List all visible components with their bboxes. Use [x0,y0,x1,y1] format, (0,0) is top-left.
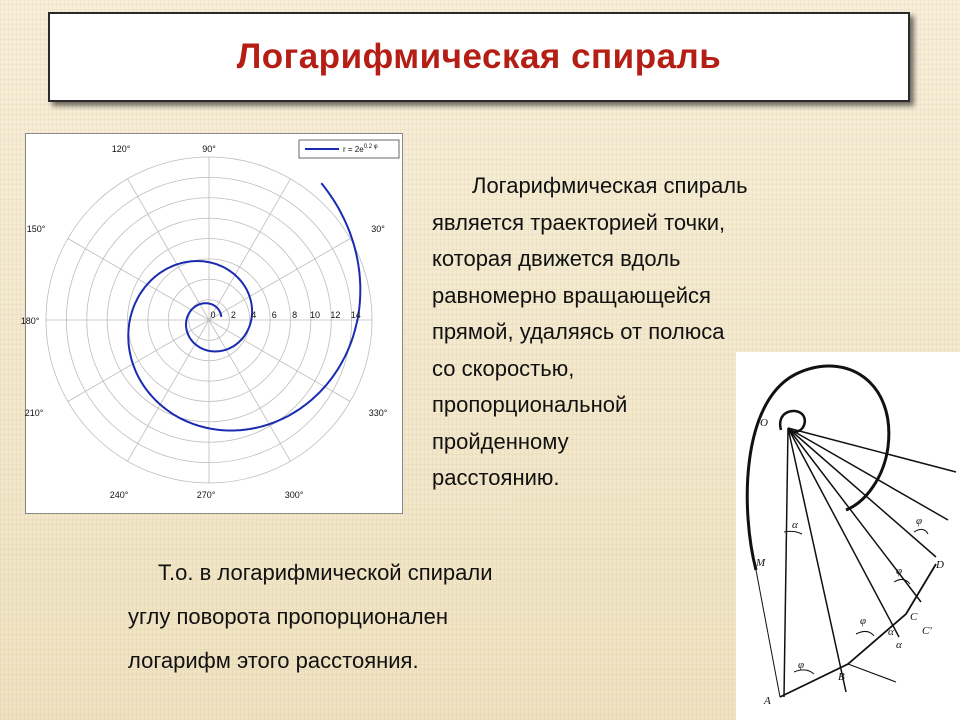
angle-label: 330° [368,408,388,418]
radial-label: 8 [292,310,298,320]
polar-plot [20,133,403,514]
legend-label: $r = 2e^{0.2 \varphi}$ [343,144,378,154]
segment [848,664,896,682]
ray [784,428,788,697]
label-phi: φ [896,565,903,577]
angle-label: 90° [202,144,216,154]
polar-plot-svg [20,134,404,515]
angle-arc [914,529,928,534]
angle-label: 150° [26,224,46,234]
label-phi: φ [798,659,805,671]
angle-label: 180° [20,316,40,326]
geometry-diagram-svg [736,352,960,720]
angle-arc [856,631,874,636]
ray [788,428,846,692]
description-line: является траекторией точки, [432,209,726,235]
segment [756,570,780,697]
label-alpha: α [888,626,894,638]
radial-label: 4 [251,310,257,320]
radial-labels [210,310,360,320]
grid-spoke [209,239,350,321]
description-line: прямой, удаляясь от полюса [432,319,725,344]
radial-label: 6 [271,310,277,320]
angle-label: 300° [284,490,304,500]
label-alpha: α [896,639,902,651]
polyline-abcd [780,564,936,697]
description-line: со скоростью, [432,355,575,381]
diagram-lines [747,366,956,697]
note-text [128,551,648,683]
description-line: которая движется вдоль [432,246,681,271]
slide-title: Логарифмическая спираль [236,37,722,76]
title-box [48,12,910,102]
label-b: B [838,671,845,683]
angle-label: 240° [109,490,129,500]
description-line: Логарифмическая спираль [472,173,748,198]
description-line: пропорциональной [432,392,628,417]
label-c: C [910,611,918,623]
angle-label: 30° [371,224,385,234]
description-line: расстоянию. [432,465,560,490]
radial-label: 14 [350,310,361,320]
angle-label: 120° [111,144,131,154]
grid-spoke [128,179,210,320]
angle-label: 210° [24,408,44,418]
label-phi: φ [860,615,867,627]
label-m: M [756,557,766,569]
angle-label: 270° [196,490,216,500]
description-line: пройденному [432,428,569,454]
label-alpha: α [792,519,798,531]
description-line: равномерно вращающейся [432,282,711,308]
label-d: D [936,559,944,571]
radial-label: 10 [309,310,321,320]
grid-spoke [68,239,209,321]
geometry-diagram [736,352,960,720]
note-line: логарифм этого расстояния. [128,648,419,673]
radial-label: 0 [210,310,216,320]
label-a: A [764,695,771,707]
label-phi: φ [916,515,923,527]
polar-grid [46,157,372,483]
grid-spoke [209,320,350,402]
radial-label: 2 [230,310,236,320]
radial-label: 12 [330,310,341,320]
note-line: углу поворота пропорционален [128,604,448,629]
label-c-prime: C' [922,625,932,637]
label-o: O [760,417,768,429]
grid-spoke [128,320,210,461]
grid-spoke [209,320,291,461]
note-line: Т.о. в логарифмической спирали [158,560,493,585]
legend [299,140,399,158]
